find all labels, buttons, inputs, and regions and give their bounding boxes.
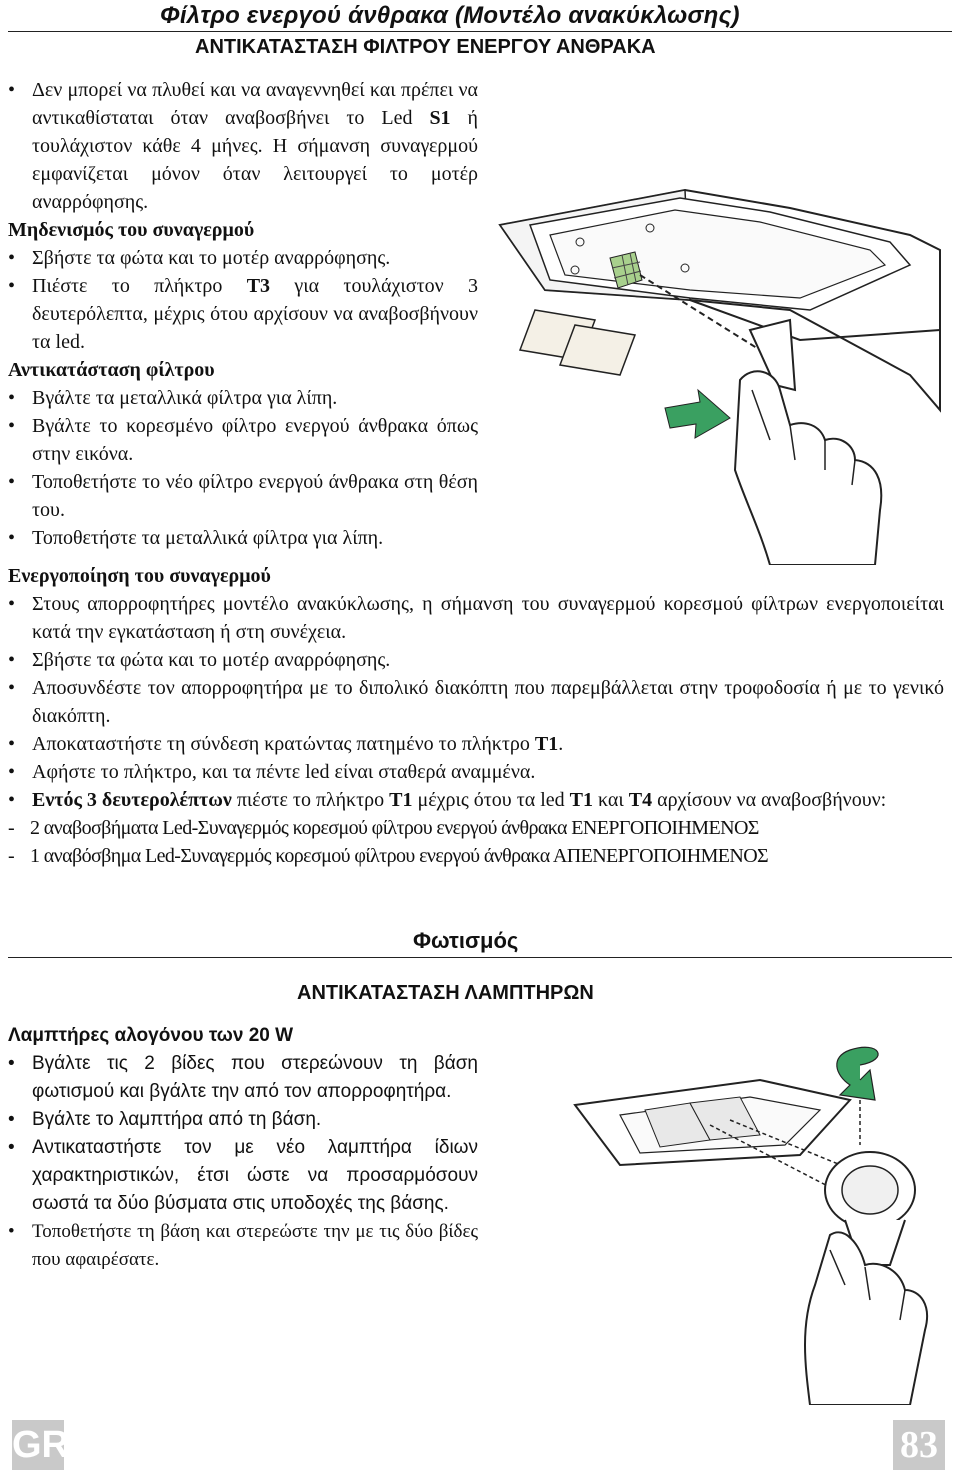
activation-section xyxy=(8,562,944,870)
list-item: • Πιέστε το πλήκτρο Τ3 για τουλάχιστον 3 δευτερόλεπτα, μέχρις ότου αρχίσουν να αναβοσβήνουν τα led. xyxy=(8,272,478,356)
reset-heading: Μηδενισμός του συναγερμού xyxy=(8,219,255,241)
list-item: • Αντικαταστήστε τον με νέο λαμπτήρα ίδιων χαρακτηριστικών, έτσι ώστε να προσαρμόσουν σωστά τα δύο βύσματα στις υποδοχές της βάσης. xyxy=(8,1134,478,1218)
list-item: • Στους απορροφητήρες μοντέλο ανακύκλωσης, η σήμανση του συναγερμού κορεσμού φίλτρων ενεργοποιείται κατά την εγκατάσταση ή στη συνέχεια. xyxy=(8,590,944,646)
lighting-text-column xyxy=(8,1022,478,1274)
lighting-rule xyxy=(8,957,952,958)
list-item: • Αφήστε το πλήκτρο, και τα πέντε led είναι σταθερά αναμμένα. xyxy=(8,758,944,786)
list-item: • Εντός 3 δευτερολέπτων πιέστε το πλήκτρο Τ1 μέχρις ότου τα led Τ1 και Τ4 αρχίσουν να αναβοσβήνουν: xyxy=(8,786,944,814)
section-subtitle: ΑΝΤΙΚΑΤΑΣΤΑΣΗ ΦΙΛΤΡΟΥ ΕΝΕΡΓΟΥ ΑΝΘΡΑΚΑ xyxy=(195,36,656,58)
language-badge xyxy=(12,1420,69,1470)
list-item: • Βγάλτε τις 2 βίδες που στερεώνουν τη βάση φωτισμού και βγάλτε την από τον απορροφητήρα. xyxy=(8,1050,478,1106)
replace-heading: Αντικατάσταση φίλτρου xyxy=(8,359,215,381)
list-item: • Βγάλτε το κορεσμένο φίλτρο ενεργού άνθρακα όπως στην εικόνα. xyxy=(8,412,478,468)
page-number: 83 xyxy=(900,1424,938,1466)
list-item: • Βγάλτε τα μεταλλικά φίλτρα για λίπη. xyxy=(8,384,478,412)
halogen-heading: Λαμπτήρες αλογόνου των 20 W xyxy=(8,1025,294,1046)
lighting-title: Φωτισμός xyxy=(413,928,519,953)
activate-heading: Ενεργοποίηση του συναγερμού xyxy=(8,565,271,587)
dash-item: - 1 αναβόσβημα Led-Συναγερμός κορεσμού φίλτρου ενεργού άνθρακα ΑΠΕΝΕΡΓΟΠΟΙΗΜΕΝΟΣ xyxy=(8,842,944,870)
lamp-replacement-illustration xyxy=(560,1045,960,1405)
dash-item: - 2 αναβοσβήματα Led-Συναγερμός κορεσμού φίλτρου ενεργού άνθρακα ΕΝΕΡΓΟΠΟΙΗΜΕΝΟΣ xyxy=(8,814,944,842)
filter-text-column xyxy=(8,76,478,552)
list-item: • Αποσυνδέστε τον απορροφητήρα με το διπολικό διακόπτη που παρεμβάλλεται στην τροφοδοσία ή με το γενικό διακόπτη. xyxy=(8,674,944,730)
intro-bullet: • Δεν μπορεί να πλυθεί και να αναγεννηθεί και πρέπει να αντικαθίσταται όταν αναβοσβήνει το Led S1 ή τουλάχιστον κάθε 4 μήνες. Η σήμανση συναγερμού εμφανίζεται μόνον όταν λειτουργεί το μοτέρ αναρρόφησης. xyxy=(8,76,478,216)
list-item: • Αποκαταστήστε τη σύνδεση κρατώντας πατημένο το πλήκτρο Τ1. xyxy=(8,730,944,758)
language-code: GR xyxy=(12,1424,69,1466)
page-number-badge xyxy=(893,1420,945,1470)
filter-replacement-illustration xyxy=(490,180,960,565)
lighting-subtitle: ΑΝΤΙΚΑΤΑΣΤΑΣΗ ΛΑΜΠΤΗΡΩΝ xyxy=(297,982,594,1004)
list-item: • Τοποθετήστε το νέο φίλτρο ενεργού άνθρακα στη θέση του. xyxy=(8,468,478,524)
list-item: • Σβήστε τα φώτα και το μοτέρ αναρρόφησης. xyxy=(8,244,478,272)
list-item: • Τοποθετήστε τη βάση και στερεώστε την με τις δύο βίδες που αφαιρέσατε. xyxy=(8,1218,478,1274)
list-item: • Βγάλτε το λαμπτήρα από τη βάση. xyxy=(8,1106,478,1134)
page-title: Φίλτρο ενεργού άνθρακα (Μοντέλο ανακύκλωσης) xyxy=(160,2,740,29)
list-item: • Τοποθετήστε τα μεταλλικά φίλτρα για λίπη. xyxy=(8,524,478,552)
title-rule xyxy=(8,31,952,32)
list-item: • Σβήστε τα φώτα και το μοτέρ αναρρόφησης. xyxy=(8,646,944,674)
